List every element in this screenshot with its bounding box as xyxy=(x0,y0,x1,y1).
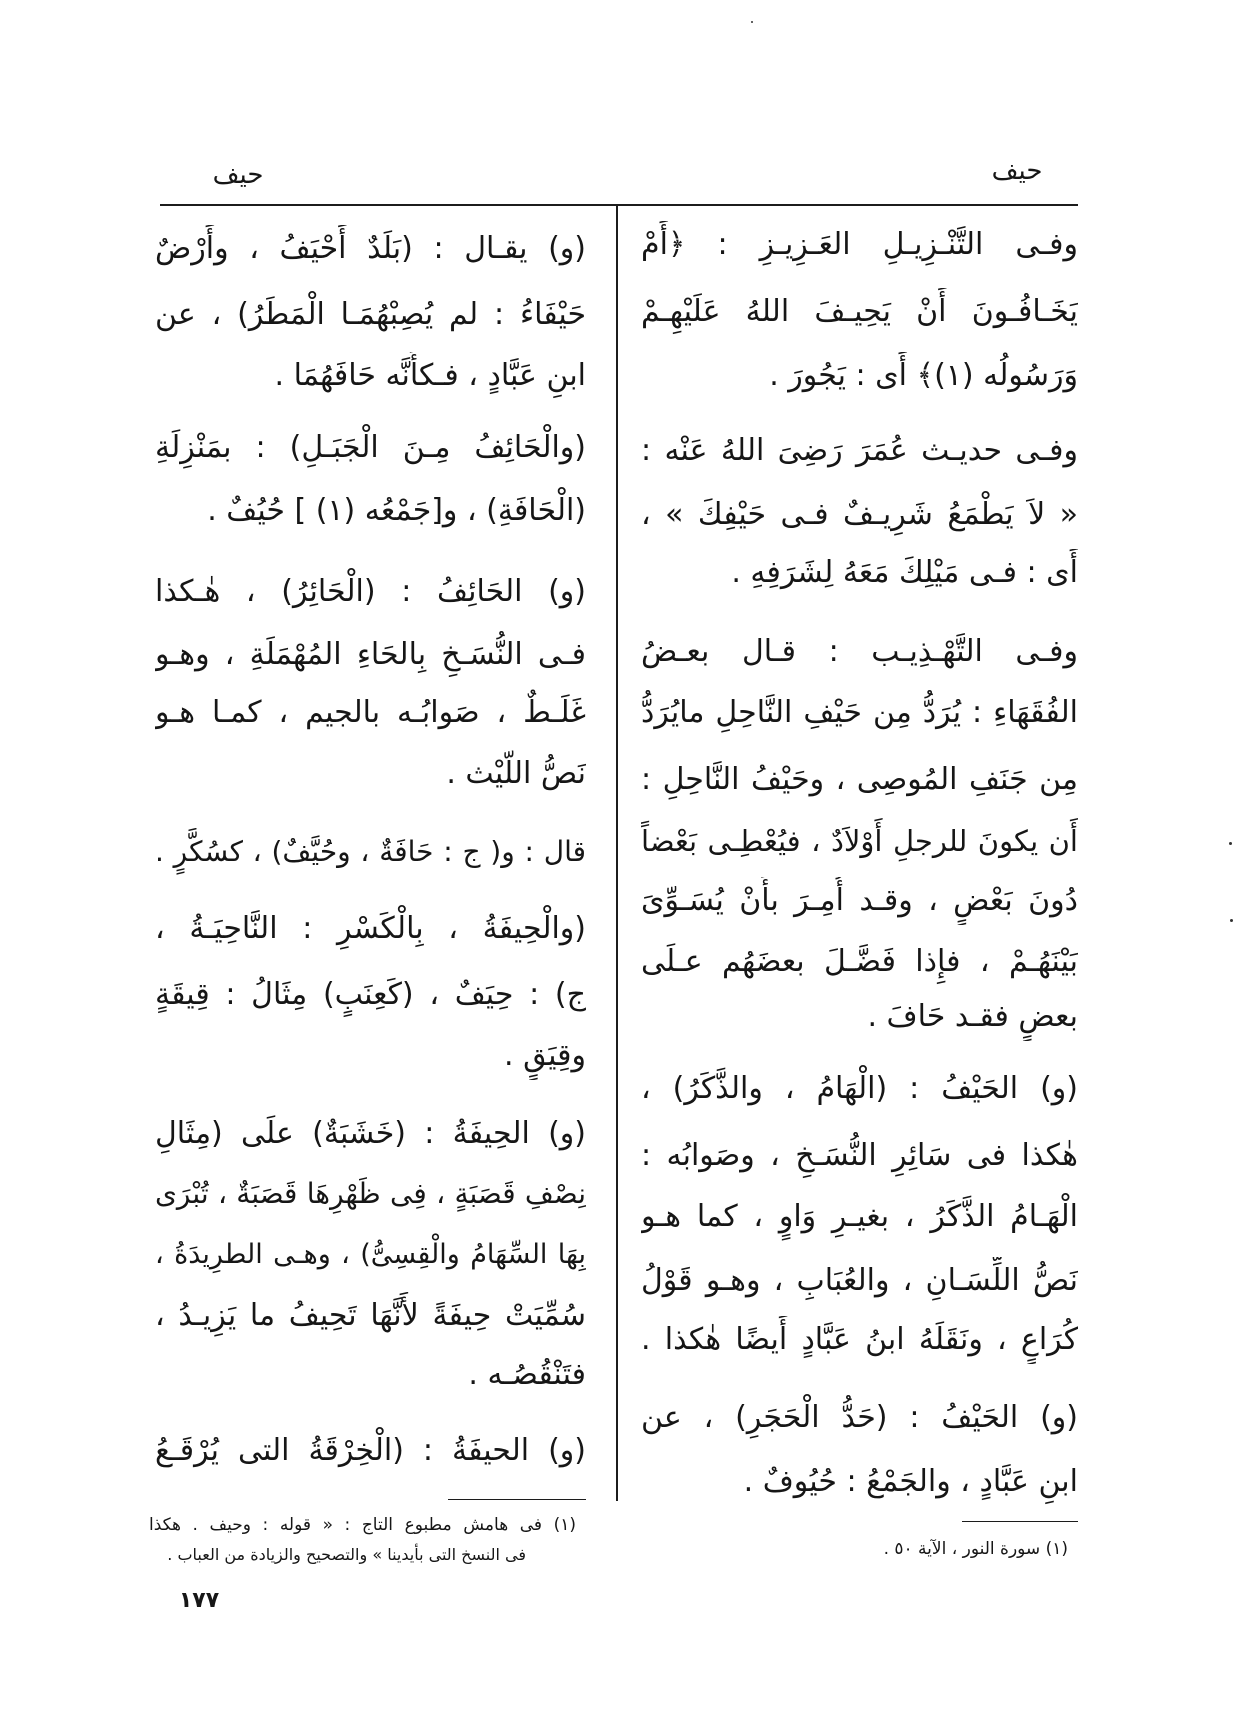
text-line: وقِيَقٍ . xyxy=(504,1038,586,1073)
column-divider xyxy=(616,205,618,1501)
text-line: هٰكذا فى سَائِرِ النُّسَـخِ ، وصَوابُه : xyxy=(641,1138,1078,1173)
text-line: أَن يكونَ للرجلِ أَوْلاَدٌ ، فيُعْطِـى بَعْضاً xyxy=(641,824,1078,858)
text-line: وفـى التَّهْـذِيـب : قـال بعـضُ xyxy=(641,634,1078,669)
text-line: وَرَسُولُه (١)﴾ أَى : يَجُورَ . xyxy=(769,358,1078,393)
text-line: الفُقَهَاءِ : يُرَدُّ مِن حَيْفِ النَّاحِلِ مايُرَدُّ xyxy=(641,695,1078,730)
text-line: بعضٍ فقـد حَافَ . xyxy=(867,999,1078,1034)
footnote-line: (١) سورة النور ، الآية ٥٠ . xyxy=(883,1539,1068,1559)
text-line: غَلَـطٌ ، صَوابُـه بالجيم ، كمـا هـو xyxy=(155,695,586,730)
text-line: (و) الحِيفَةُ : (خَشَبَةٌ) علَى (مِثَالِ xyxy=(155,1116,586,1151)
header-rule xyxy=(160,204,1078,206)
text-line: (والْحِيفَةُ ، بِالْكَسْرِ : النَّاحِيَـةُ ، xyxy=(155,911,586,946)
footnote-rule-right xyxy=(962,1521,1078,1522)
text-line: (و) الحَيْفُ : (الْهَامُ ، والذَّكَرُ) ، xyxy=(641,1071,1078,1106)
text-line: نَصُّ اللَّيْث . xyxy=(446,756,586,791)
text-line: كُرَاعٍ ، ونَقَلَهُ ابنُ عَبَّادٍ أَيضًا هٰكذا . xyxy=(641,1322,1078,1357)
text-line: ابنِ عَبَّادٍ ، والجَمْعُ : حُيُوفٌ . xyxy=(743,1464,1078,1499)
running-head-left: حيف xyxy=(212,160,264,190)
text-line: « لاَ يَطْمَعُ شَرِيـفٌ فـى حَيْفِكَ » ، xyxy=(641,497,1078,532)
text-line: قال : و( ج : حَافَةٌ ، وحُيَّفٌ) ، كسُكَّرٍ . xyxy=(155,835,586,868)
text-line: ج) : حِيَفٌ ، (كَعِنَبٍ) مِثَالُ : قِيقَةٍ xyxy=(155,977,586,1012)
text-line: بَيْنَهُـمْ ، فإِذا فَضَّـلَ بعضَهُم عـلَى xyxy=(641,944,1078,979)
text-line: فتَنْقُصُـه . xyxy=(468,1357,586,1392)
text-line: نَصُّ اللِّسَـانِ ، والعُبَابِ ، وهـو قَوْلُ xyxy=(641,1263,1078,1298)
text-line: (و) الحَائِفُ : (الْحَائِرُ) ، هٰـكذا xyxy=(155,574,586,609)
text-line: الْهَـامُ الذَّكَرُ ، بغيـرِ وَاوٍ ، كما هـو xyxy=(641,1199,1078,1234)
footnote-line: (١) فى هامش مطبوع التاج : « قوله : وحيف . هكذا xyxy=(149,1515,576,1535)
text-line: سُمِّيَتْ حِيفَةً لأَنَّهَا تَحِيفُ ما يَزِيـدُ ، xyxy=(155,1298,586,1333)
running-head-right: حيف xyxy=(991,156,1043,186)
scan-speck xyxy=(1229,842,1232,845)
page-number: ١٧٧ xyxy=(178,1588,220,1613)
text-line: نِصْفِ قَصَبَةٍ ، فِى ظَهْرِهَا قَصَبَةٌ ، تُبْرَى xyxy=(155,1177,586,1210)
text-line: بِهَا السِّهَامُ والْقِسِىُّ) ، وهـى الطرِيدَةُ ، xyxy=(155,1239,586,1270)
text-line: دُونَ بَعْضٍ ، وقـد أُمِـرَ بأَنْ يُسَـوِّىَ xyxy=(641,883,1078,918)
text-line: (و) الحيفَةُ : (الْخِرْقَةُ التى يُرْقَـعُ xyxy=(155,1433,586,1468)
footnote-line: فى النسخ التى بأيدينا » والتصحيح والزيادة من العباب . xyxy=(167,1545,526,1564)
footnote-rule-left xyxy=(448,1499,586,1500)
text-line: وفـى حديـث عُمَرَ رَضِىَ اللهُ عَنْه : xyxy=(641,433,1078,468)
text-line: يَخَـافُـونَ أَنْ يَحِيـفَ اللهُ عَلَيْهِـمْ xyxy=(641,294,1078,329)
text-line: (و) الحَيْفُ : (حَدُّ الْحَجَرِ) ، عن xyxy=(641,1400,1078,1435)
text-line: وفـى التَّنْـزِيـلِ العَـزِيـزِ : ﴿أَمْ xyxy=(641,227,1078,262)
text-line: أَى : فـى مَيْلِكَ مَعَهُ لِشَرَفِهِ . xyxy=(731,555,1078,590)
scan-speck xyxy=(751,21,753,23)
text-line: (و) يقـال : (بَلَدٌ أَحْيَفُ ، وأَرْضٌ xyxy=(155,231,586,266)
text-line: فـى النُّسَـخِ بِالحَاءِ المُهْمَلَةِ ، وهـو xyxy=(155,637,586,672)
scan-speck xyxy=(1230,919,1233,922)
text-line: مِن جَنَفِ المُوصِى ، وحَيْفُ النَّاحِلِ : xyxy=(641,762,1078,797)
text-line: (الْحَافَةِ) ، و[جَمْعُه (١) ] حُيُفٌ . xyxy=(207,493,586,528)
text-line: (والْحَائِفُ مِـنَ الْجَبَـلِ) : بمَنْزِلَةِ xyxy=(155,430,586,465)
text-line: حَيْفَاءُ : لم يُصِبْهُمَـا الْمَطَرُ) ، عن xyxy=(155,297,586,332)
text-line: ابنِ عَبَّادٍ ، فـكأَنَّه حَافَهُمَا . xyxy=(274,358,586,393)
